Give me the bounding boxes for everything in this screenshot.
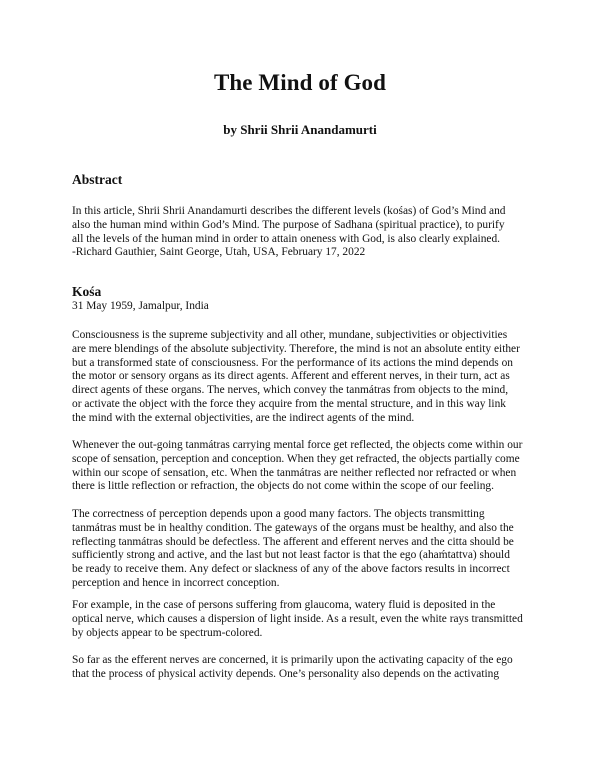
text-line: by objects appear to be spectrum-colored. — [72, 626, 263, 639]
text-line: -Richard Gauthier, Saint George, Utah, USA, February 17, 2022 — [72, 246, 366, 259]
text-line: sufficiently strong and active, and the last but not least factor is that the ego (ahaḿtattva) should — [72, 549, 510, 562]
document-title: The Mind of God — [213, 70, 387, 95]
text-line: Whenever the out-going tanmátras carrying mental force get reflected, the objects come within our — [72, 439, 523, 451]
text-line: perception and hence in incorrect conception. — [72, 576, 280, 589]
text-line: For example, in the case of persons suffering from glaucoma, watery fluid is deposited in the — [72, 599, 496, 611]
text-line: there is little reflection or refraction, the objects do not come within the scope of our feeling. — [72, 480, 494, 493]
body-paragraph — [72, 329, 530, 426]
text-line: Consciousness is the supreme subjectivity and all other, mundane, subjectivities or objectivities — [72, 329, 508, 341]
text-line: also the human mind within God’s Mind. The purpose of Sadhana (spiritual practice), to purify — [72, 218, 505, 231]
abstract-paragraph — [72, 205, 530, 260]
text-line: all the levels of the human mind in order to attain oneness with God, is also clearly explained. — [72, 232, 500, 245]
text-line: optical nerve, which causes a dispersion of light inside. As a result, even the white rays transmitted — [72, 612, 523, 625]
text-line: scope of sensation, perception and conception. When they get refracted, the objects partially come — [72, 452, 520, 465]
text-line: be ready to receive them. Any defect or slackness of any of the above factors results in incorrect — [72, 563, 510, 576]
text-line: The correctness of perception depends upon a good many factors. The objects transmitting — [72, 508, 485, 520]
text-line: reflecting tanmátras should be defectless. The afferent and efferent nerves and the citta should be — [72, 535, 514, 548]
text-line: In this article, Shrii Shrii Anandamurti describes the different levels (kośas) of God’s Mind and — [72, 205, 506, 217]
text-line: the motor or sensory organs as its direct agents. Afferent and efferent nerves, in their turn, act as — [72, 370, 510, 383]
body-paragraph — [72, 439, 530, 494]
section-dateline — [72, 300, 530, 314]
body-paragraph — [72, 508, 530, 591]
text-line: within our scope of sensation, etc. When the tanmátras are neither reflected nor refracted or when — [72, 466, 517, 479]
body-paragraph — [72, 654, 530, 682]
dateline-text: 31 May 1959, Jamalpur, India — [72, 300, 209, 312]
abstract-heading: Abstract — [72, 172, 123, 187]
author-byline: by Shrii Shrii Anandamurti — [223, 122, 377, 137]
section-heading: Kośa — [72, 284, 102, 299]
text-line: So far as the efferent nerves are concerned, it is primarily upon the activating capacity of the ego — [72, 654, 513, 666]
text-line: tanmátras must be in healthy condition. The gateways of the organs must be healthy, and also the — [72, 521, 514, 534]
text-line: or activate the object with the force they acquire from the mental structure, and in this way link — [72, 397, 506, 410]
text-line: the mind with the external objectivities, are the indirect agents of the mind. — [72, 411, 415, 424]
text-line: direct agents of these organs. The nerves, which convey the tanmátras from objects to the mind, — [72, 384, 509, 397]
text-line: but a transformed state of consciousness. For the performance of its actions the mind depends on — [72, 356, 513, 369]
text-line: are mere blendings of the absolute subjectivity. Therefore, the mind is not an absolute entity either — [72, 342, 520, 355]
text-line: that the process of physical activity depends. One’s personality also depends on the activating — [72, 667, 500, 680]
body-paragraph — [72, 599, 530, 640]
